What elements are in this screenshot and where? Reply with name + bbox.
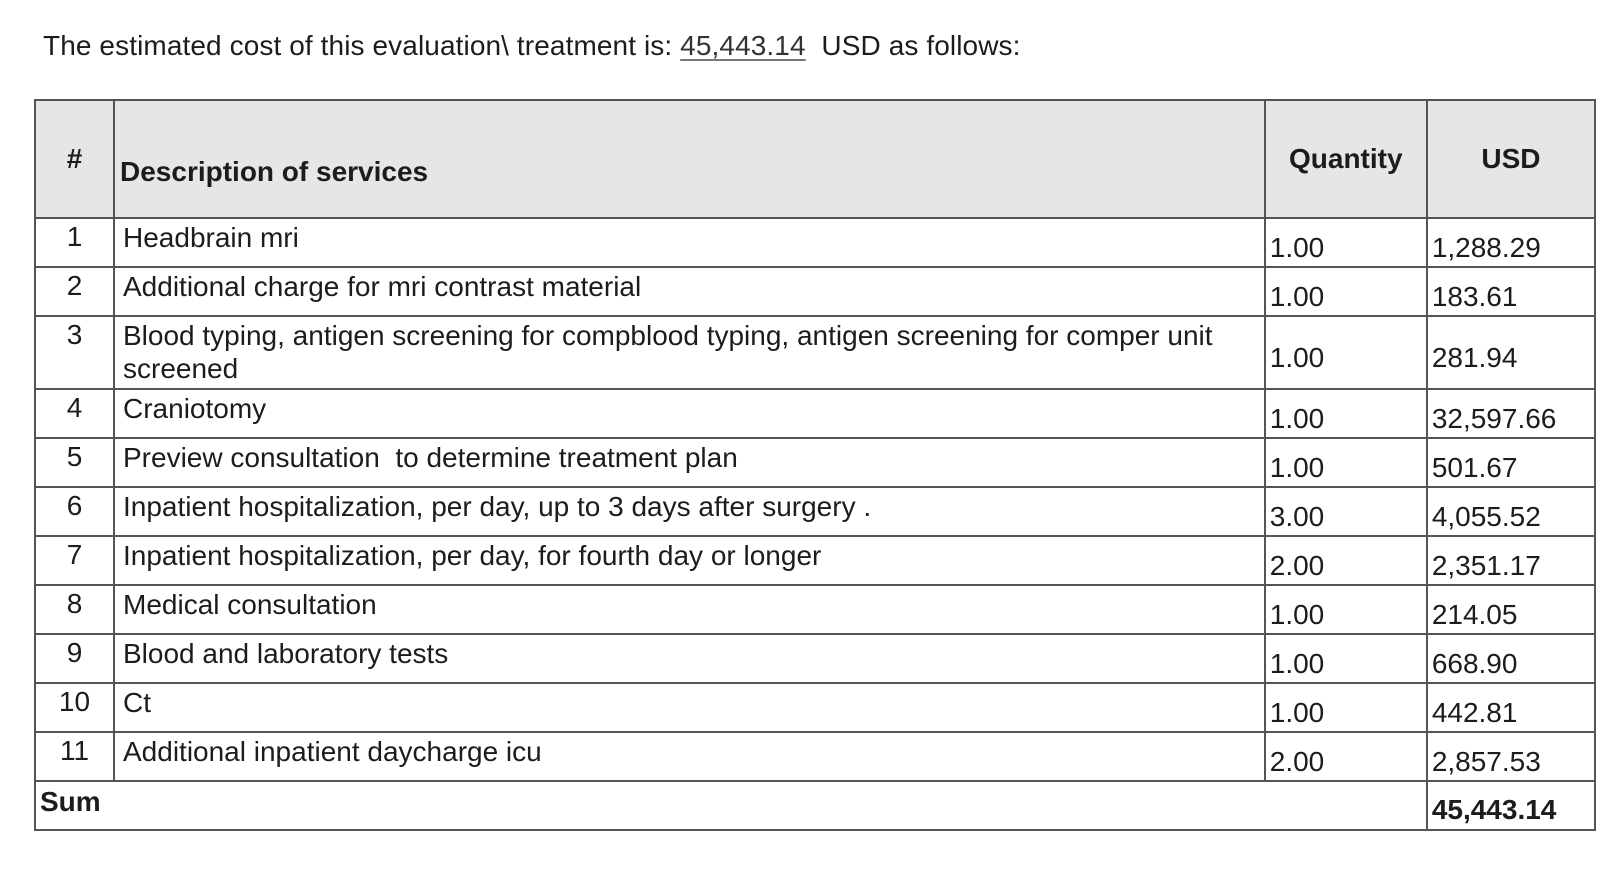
cost-intro-line	[43, 30, 1021, 62]
row-quantity: 2.00	[1265, 536, 1427, 585]
table-row	[35, 218, 1595, 267]
intro-amount: 45,443.14	[680, 30, 806, 61]
table-row	[35, 267, 1595, 316]
row-quantity: 2.00	[1265, 732, 1427, 781]
row-usd: 4,055.52	[1427, 487, 1595, 536]
table-row	[35, 585, 1595, 634]
row-usd: 442.81	[1427, 683, 1595, 732]
row-num: 10	[35, 683, 114, 732]
sum-row	[35, 781, 1595, 830]
intro-prefix: The estimated cost of this evaluation\ treatment is:	[43, 30, 673, 61]
row-num: 7	[35, 536, 114, 585]
row-description: Additional charge for mri contrast material	[114, 267, 1265, 316]
row-num: 4	[35, 389, 114, 438]
row-quantity: 1.00	[1265, 218, 1427, 267]
row-num: 5	[35, 438, 114, 487]
sum-value: 45,443.14	[1427, 781, 1595, 830]
table-row	[35, 536, 1595, 585]
row-description: Blood typing, antigen screening for compblood typing, antigen screening for comper unit screened	[114, 316, 1265, 389]
row-description: Headbrain mri	[114, 218, 1265, 267]
row-quantity: 3.00	[1265, 487, 1427, 536]
cost-table	[34, 99, 1596, 831]
row-description: Inpatient hospitalization, per day, for fourth day or longer	[114, 536, 1265, 585]
row-num: 11	[35, 732, 114, 781]
row-usd: 501.67	[1427, 438, 1595, 487]
row-description: Preview consultation to determine treatment plan	[114, 438, 1265, 487]
row-usd: 32,597.66	[1427, 389, 1595, 438]
row-description: Craniotomy	[114, 389, 1265, 438]
table-header-row	[35, 100, 1595, 218]
row-description: Additional inpatient daycharge icu	[114, 732, 1265, 781]
row-usd: 1,288.29	[1427, 218, 1595, 267]
header-usd: USD	[1427, 100, 1595, 218]
header-description: Description of services	[114, 100, 1265, 218]
row-usd: 2,351.17	[1427, 536, 1595, 585]
table-row	[35, 683, 1595, 732]
sum-label: Sum	[35, 781, 1427, 830]
row-quantity: 1.00	[1265, 389, 1427, 438]
row-quantity: 1.00	[1265, 316, 1427, 389]
row-num: 1	[35, 218, 114, 267]
table-row	[35, 487, 1595, 536]
table-row	[35, 438, 1595, 487]
table-row	[35, 389, 1595, 438]
row-usd: 183.61	[1427, 267, 1595, 316]
row-quantity: 1.00	[1265, 438, 1427, 487]
row-description: Ct	[114, 683, 1265, 732]
table-row	[35, 634, 1595, 683]
row-num: 9	[35, 634, 114, 683]
row-quantity: 1.00	[1265, 267, 1427, 316]
row-num: 2	[35, 267, 114, 316]
table-row	[35, 316, 1595, 389]
header-num: #	[35, 100, 114, 218]
intro-suffix: USD as follows:	[821, 30, 1021, 61]
row-quantity: 1.00	[1265, 585, 1427, 634]
row-usd: 281.94	[1427, 316, 1595, 389]
row-num: 6	[35, 487, 114, 536]
row-usd: 668.90	[1427, 634, 1595, 683]
row-quantity: 1.00	[1265, 683, 1427, 732]
row-description: Blood and laboratory tests	[114, 634, 1265, 683]
table-row	[35, 732, 1595, 781]
header-quantity: Quantity	[1265, 100, 1427, 218]
row-usd: 214.05	[1427, 585, 1595, 634]
row-description: Medical consultation	[114, 585, 1265, 634]
row-num: 8	[35, 585, 114, 634]
row-quantity: 1.00	[1265, 634, 1427, 683]
row-usd: 2,857.53	[1427, 732, 1595, 781]
row-description: Inpatient hospitalization, per day, up to 3 days after surgery .	[114, 487, 1265, 536]
row-num: 3	[35, 316, 114, 389]
